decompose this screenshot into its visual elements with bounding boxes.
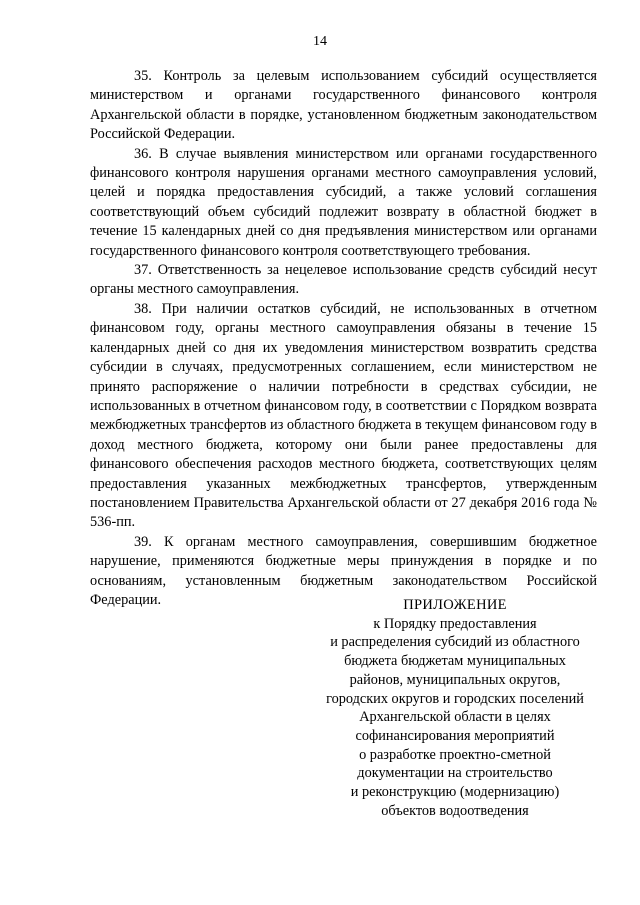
paragraph-37: 37. Ответственность за нецелевое использование средств субсидий несут органы местного самоуправления. xyxy=(90,262,597,298)
paragraph-36: 36. В случае выявления министерством или органами государственного финансового контроля нарушения органами местного самоуправления условий, целей и порядка предоставления субсидий, а также условий соглашения соответствующий объем субсидий подлежит возврату в областной бюджет в течение 15 календарных дней со дня предъявления министерством или органами государственного финансового контроля соответствующего требования. xyxy=(90,145,597,259)
appendix-line: городских округов и городских поселений xyxy=(326,690,584,707)
appendix-line: к Порядку предоставления xyxy=(373,615,537,632)
document-body xyxy=(90,67,597,610)
paragraph-35: 35. Контроль за целевым использованием субсидий осуществляется министерством и органами государственного финансового контроля Архангельской области в порядке, установленном бюджетным законодательством Российской Федерации. xyxy=(90,68,597,143)
appendix-line: софинансирования мероприятий xyxy=(355,727,555,744)
appendix-line: объектов водоотведения xyxy=(381,802,529,819)
appendix-line: районов, муниципальных округов, xyxy=(349,671,561,688)
page-number: 14 xyxy=(313,34,327,49)
appendix-title: ПРИЛОЖЕНИЕ xyxy=(403,597,507,613)
appendix-line: документации на строительство xyxy=(357,765,553,782)
appendix-line: и реконструкцию (модернизацию) xyxy=(350,784,560,801)
appendix-line: о разработке проектно-сметной xyxy=(359,746,551,763)
paragraph-39: 39. К органам местного самоуправления, совершившим бюджетное нарушение, применяются бюджетные меры принуждения в порядке и по основаниям, установленным бюджетным законодательством Российской Федерации. xyxy=(90,533,597,608)
appendix-line: бюджета бюджетам муниципальных xyxy=(344,653,566,670)
appendix-line: Архангельской области в целях xyxy=(359,709,551,726)
appendix-header xyxy=(300,596,610,820)
paragraph-38: 38. При наличии остатков субсидий, не использованных в отчетном финансовом году, органы местного самоуправления обязаны в течение 15 календарных дней со дня их уведомления министерством возвратить средства субсидии в случаях, предусмотренных соглашением, если министерством не принято распоряжение о наличии потребности в средствах субсидии, не использованных в отчетном финансовом году, в соответствии с Порядком возврата межбюджетных трансфертов из областного бюджета в текущем финансовом году в доход местного бюджета, которому они были ранее предоставлены для финансового обеспечения расходов местного бюджета, соответствующих целям предоставления указанных межбюджетных трансфертов, утвержденным постановлением Правительства Архангельской области от 27 декабря 2016 года № 536-пп. xyxy=(90,300,597,531)
appendix-line: и распределения субсидий из областного xyxy=(330,634,580,651)
